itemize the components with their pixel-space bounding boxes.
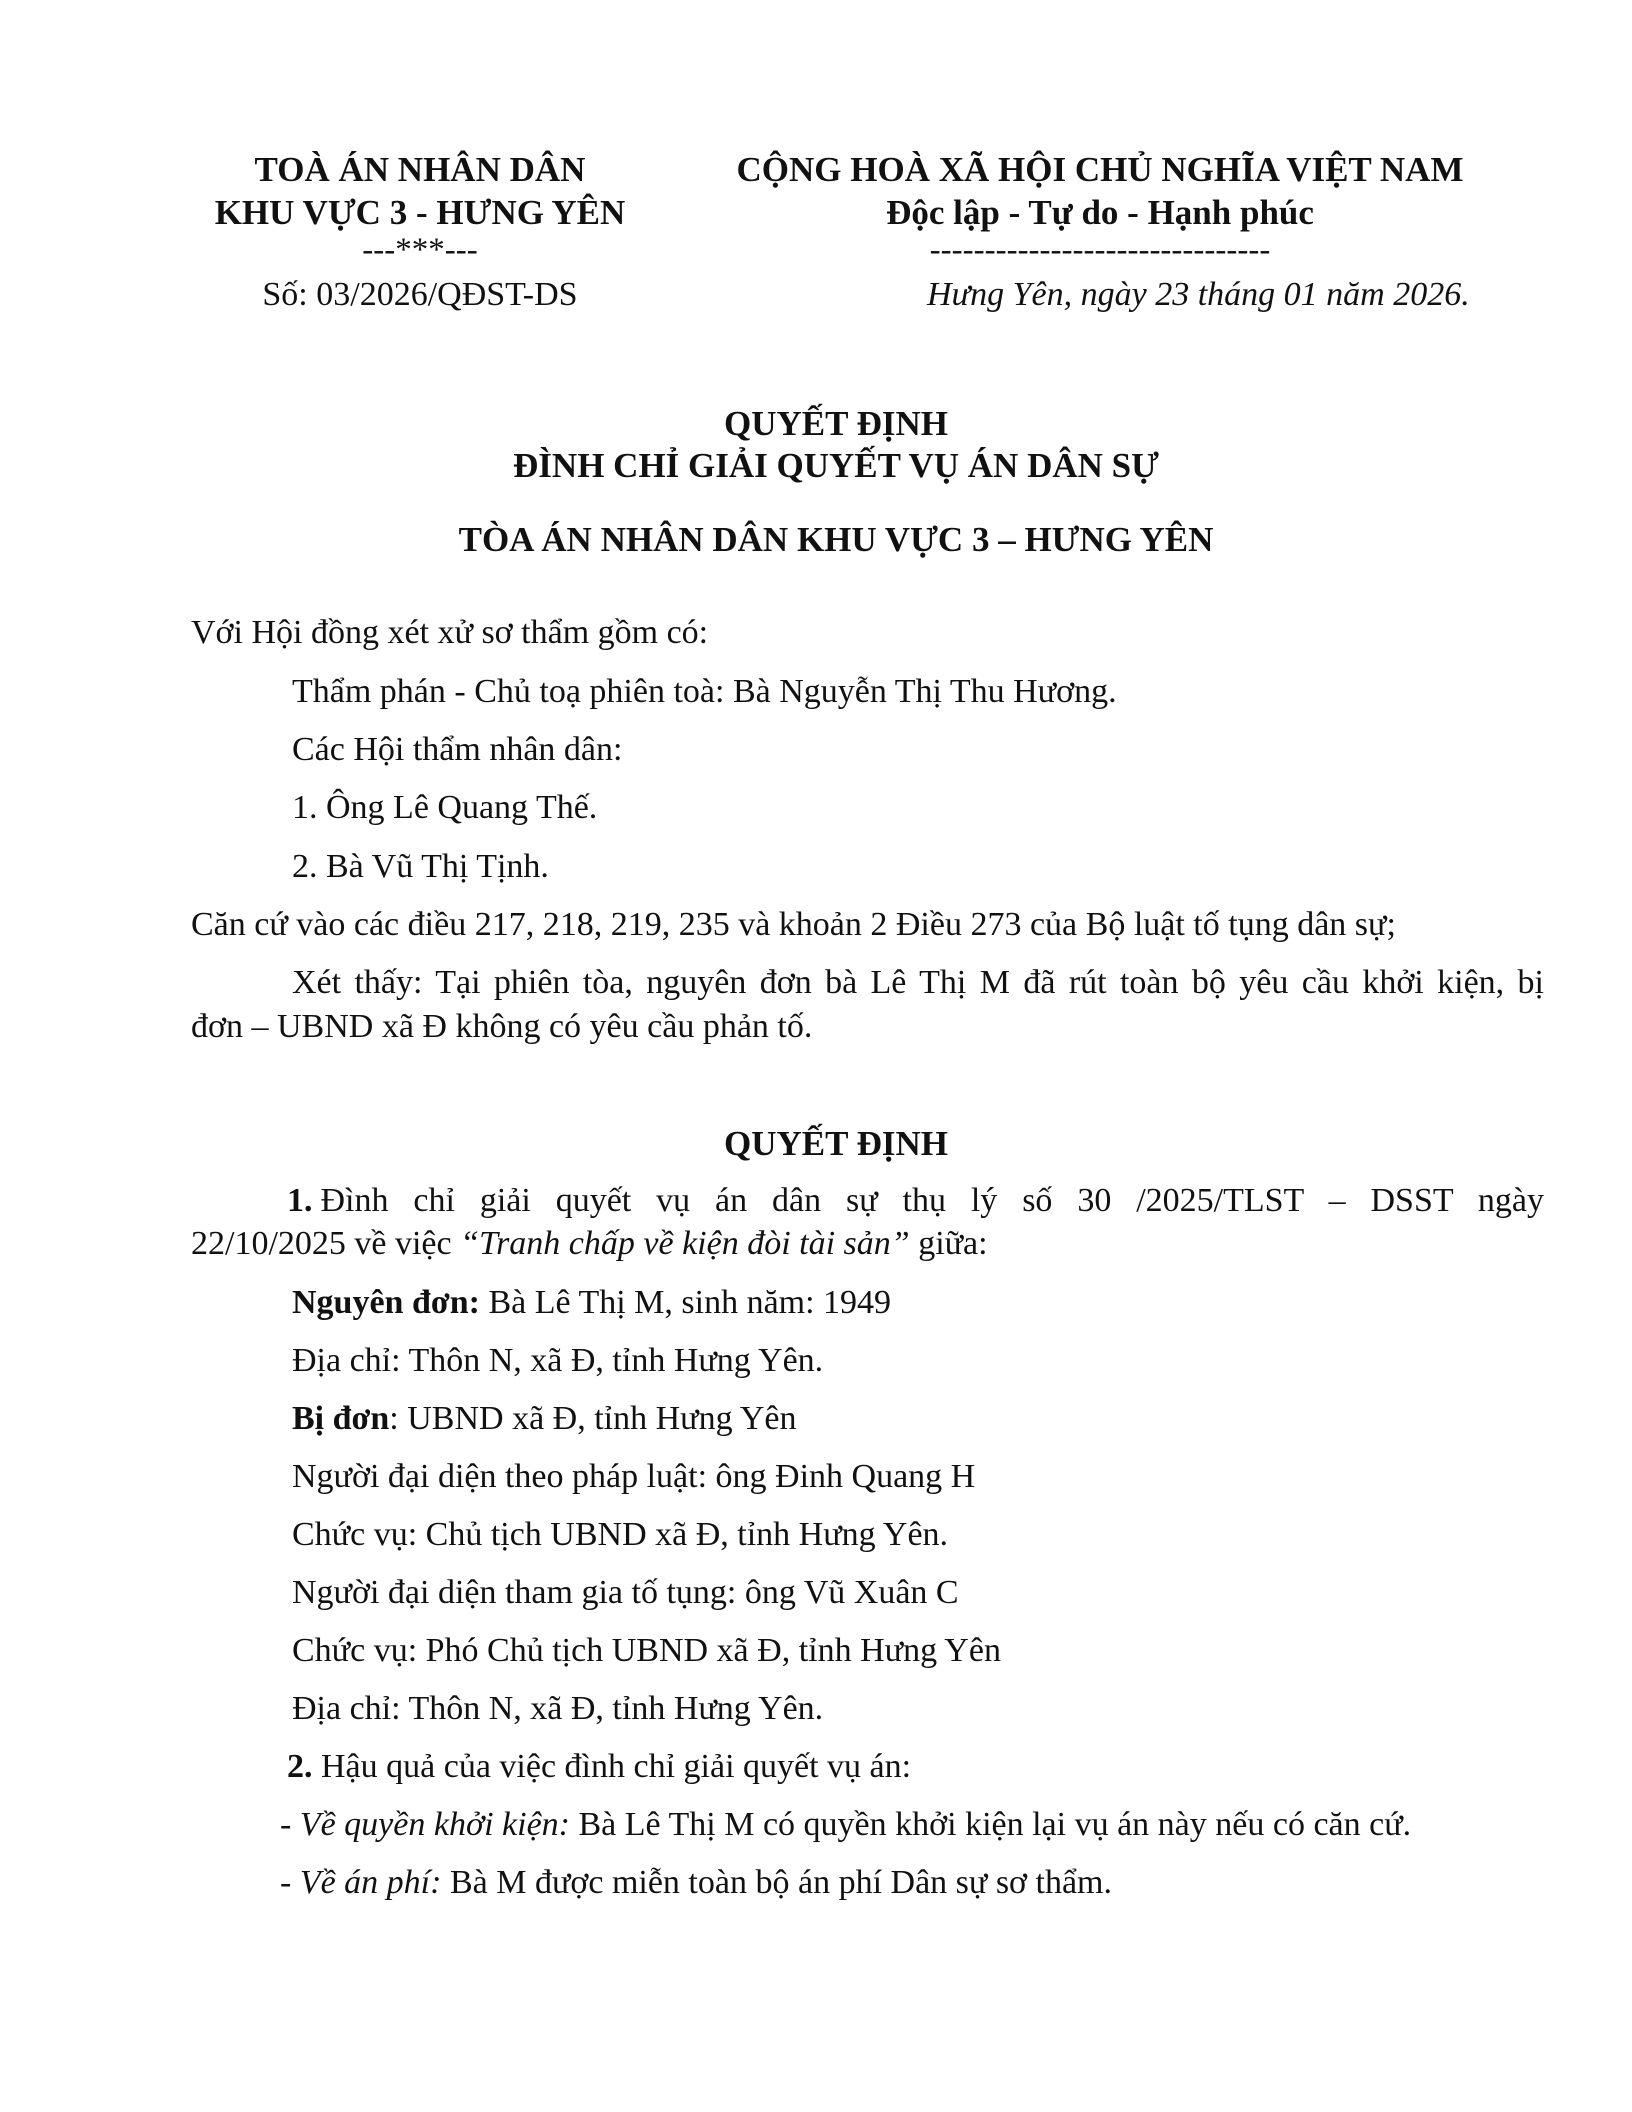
panel-assessor-1: 1. Ông Lê Quang Thế. bbox=[292, 789, 598, 826]
considering-line1: Xét thấy: Tại phiên tòa, nguyên đơn bà Lê Thị M đã rút toàn bộ yêu cầu khởi kiện, bị bbox=[292, 964, 1544, 1001]
case-subject: “Tranh chấp về kiện đòi tài sản” bbox=[460, 1225, 910, 1262]
plaintiff-address: Địa chỉ: Thôn N, xã Đ, tỉnh Hưng Yên. bbox=[292, 1342, 824, 1379]
court-fee-text: Bà M được miễn toàn bộ án phí Dân sự sơ thẩm. bbox=[441, 1864, 1113, 1901]
right-to-sue-label: - Về quyền khởi kiện: bbox=[280, 1806, 570, 1843]
legal-basis: Căn cứ vào các điều 217, 218, 219, 235 và khoản 2 Điều 273 của Bộ luật tố tụng dân sự; bbox=[191, 906, 1396, 943]
litigation-representative-position: Chức vụ: Phó Chủ tịch UBND xã Đ, tỉnh Hưng Yên bbox=[292, 1632, 1001, 1669]
panel-assessors-label: Các Hội thẩm nhân dân: bbox=[292, 731, 623, 768]
document-title: QUYẾT ĐỊNH bbox=[724, 404, 948, 443]
court-fee-line bbox=[280, 1864, 1112, 1902]
defendant-address: Địa chỉ: Thôn N, xã Đ, tỉnh Hưng Yên. bbox=[292, 1690, 824, 1727]
plaintiff-label: Nguyên đơn: bbox=[292, 1284, 480, 1321]
right-to-sue-text: Bà Lê Thị M có quyền khởi kiện lại vụ án này nếu có căn cứ. bbox=[570, 1806, 1412, 1843]
panel-intro: Với Hội đồng xét xử sơ thẩm gồm có: bbox=[191, 614, 709, 651]
plaintiff-line bbox=[292, 1284, 891, 1322]
panel-assessor-2: 2. Bà Vũ Thị Tịnh. bbox=[292, 848, 549, 885]
decision-item-2-number: 2. bbox=[287, 1748, 313, 1785]
legal-representative: Người đại diện theo pháp luật: ông Đinh Quang H bbox=[292, 1458, 976, 1495]
court-name-line1: TOÀ ÁN NHÂN DÂN bbox=[254, 150, 586, 189]
defendant-value: : UBND xã Đ, tỉnh Hưng Yên bbox=[389, 1400, 797, 1437]
plaintiff-value: Bà Lê Thị M, sinh năm: 1949 bbox=[479, 1284, 892, 1321]
document-subtitle: ĐÌNH CHỈ GIẢI QUYẾT VỤ ÁN DÂN SỰ bbox=[513, 446, 1159, 485]
national-divider: ------------------------------- bbox=[929, 232, 1271, 268]
court-name-line2: KHU VỰC 3 - HƯNG YÊN bbox=[214, 193, 626, 232]
decision-item-2 bbox=[287, 1748, 911, 1786]
national-title: CỘNG HOÀ XÃ HỘI CHỦ NGHĨA VIỆT NAM bbox=[736, 150, 1464, 189]
decision-item-2-text: Hậu quả của việc đình chỉ giải quyết vụ án: bbox=[312, 1748, 912, 1785]
place-date: Hưng Yên, ngày 23 tháng 01 năm 2026. bbox=[927, 276, 1470, 313]
decision-item-1-number: 1. bbox=[287, 1182, 313, 1219]
decision-item-1-line1 bbox=[287, 1182, 1544, 1220]
right-to-sue-line bbox=[280, 1806, 1411, 1844]
decision-heading: QUYẾT ĐỊNH bbox=[724, 1124, 948, 1163]
decision-item-1-between: giữa: bbox=[909, 1225, 988, 1262]
defendant-label: Bị đơn bbox=[292, 1400, 390, 1437]
considering-line2: đơn – UBND xã Đ không có yêu cầu phản tố. bbox=[191, 1008, 813, 1045]
defendant-line bbox=[292, 1400, 796, 1438]
court-fee-label: - Về án phí: bbox=[280, 1864, 442, 1901]
decision-item-1-date: 22/10/2025 về việc bbox=[191, 1225, 461, 1262]
decision-number: Số: 03/2026/QĐST-DS bbox=[262, 276, 578, 313]
court-divider: ---***--- bbox=[362, 232, 478, 268]
decision-item-1-text: Đình chỉ giải quyết vụ án dân sự thụ lý số 30 /2025/TLST – DSST ngày bbox=[320, 1182, 1544, 1219]
panel-judge: Thẩm phán - Chủ toạ phiên toà: Bà Nguyễn Thị Thu Hương. bbox=[292, 673, 1117, 710]
litigation-representative: Người đại diện tham gia tố tụng: ông Vũ Xuân C bbox=[292, 1574, 959, 1611]
legal-representative-position: Chức vụ: Chủ tịch UBND xã Đ, tỉnh Hưng Yên. bbox=[292, 1516, 949, 1553]
national-motto: Độc lập - Tự do - Hạnh phúc bbox=[886, 193, 1314, 232]
issuing-court: TÒA ÁN NHÂN DÂN KHU VỰC 3 – HƯNG YÊN bbox=[458, 520, 1214, 559]
decision-item-1-line2 bbox=[191, 1225, 988, 1263]
